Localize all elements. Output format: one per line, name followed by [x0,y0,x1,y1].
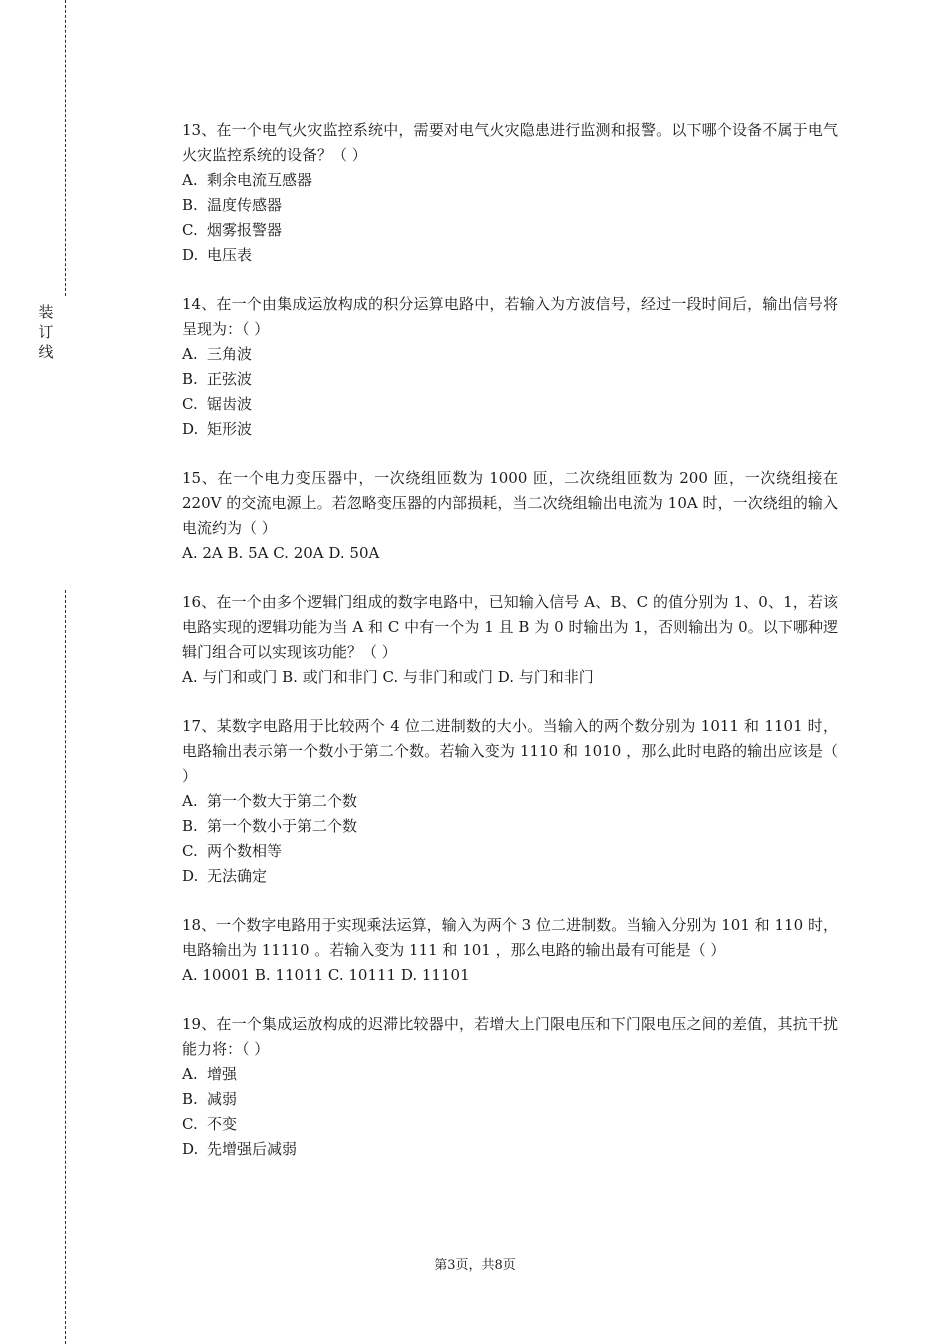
option-text: 减弱 [207,1090,238,1108]
option-c [182,1112,838,1137]
question-text: 13、在一个电气火灾监控系统中，需要对电气火灾隐患进行监测和报警。以下哪个设备不属于电气火灾监控系统的设备？（ ） [182,121,838,164]
binding-line-bottom [65,590,66,1344]
option-d [182,1137,838,1162]
option-a [182,342,838,367]
option-letter: C. [182,221,198,239]
inline-options: A. 10001 B. 11011 C. 10111 D. 11101 [182,966,470,984]
question-text: 19、在一个集成运放构成的迟滞比较器中，若增大上门限电压和下门限电压之间的差值，其抗干扰能力将：（ ） [182,1015,838,1058]
option-letter: B. [182,370,198,388]
option-text: 锯齿波 [207,395,253,413]
question-15 [182,466,838,566]
question-14 [182,292,838,442]
option-letter: B. [182,1090,198,1108]
question-text: 16、在一个由多个逻辑门组成的数字电路中，已知输入信号 A、B、C 的值分别为 1、0、1，若该电路实现的逻辑功能为当 A 和 C 中有一个为 1 且 B 为 0 时输出为 1，否则输出为 0。以下哪种逻辑门组合可以实现该功能？（ ） [182,593,838,661]
option-text: 不变 [207,1115,238,1133]
option-text: 电压表 [207,246,253,264]
question-text: 15、在一个电力变压器中，一次绕组匝数为 1000 匝，二次绕组匝数为 200 匝，一次绕组接在 220V 的交流电源上。若忽略变压器的内部损耗，当二次绕组输出电流为 10A 时，一次绕组的输入电流约为（ ） [182,469,838,537]
option-letter: D. [182,246,199,264]
option-d [182,864,838,889]
question-text: 18、一个数字电路用于实现乘法运算，输入为两个 3 位二进制数。当输入分别为 101 和 110 时，电路输出为 11110 。若输入变为 111 和 101 ，那么电路的输出最有可能是（ ） [182,916,838,959]
option-letter: A. [182,1065,198,1083]
option-c [182,218,838,243]
option-b [182,814,838,839]
option-a [182,789,838,814]
binding-char: 线 [38,343,54,361]
option-b [182,193,838,218]
question-list [182,118,838,1186]
option-letter: D. [182,420,199,438]
option-text: 正弦波 [207,370,253,388]
question-19 [182,1012,838,1162]
option-letter: B. [182,817,198,835]
binding-label [36,302,56,362]
inline-options: A. 2A B. 5A C. 20A D. 50A [182,544,380,562]
question-13 [182,118,838,268]
option-letter: A. [182,171,198,189]
option-text: 三角波 [207,345,253,363]
option-b [182,1087,838,1112]
option-c [182,839,838,864]
option-text: 烟雾报警器 [207,221,283,239]
option-letter: A. [182,792,198,810]
option-d [182,243,838,268]
option-text: 第一个数大于第二个数 [207,792,358,810]
option-text: 无法确定 [207,867,268,885]
question-16 [182,590,838,690]
option-c [182,392,838,417]
option-letter: A. [182,345,198,363]
question-18 [182,913,838,988]
question-text: 17、某数字电路用于比较两个 4 位二进制数的大小。当输入的两个数分别为 1011 和 1101 时，电路输出表示第一个数小于第二个数。若输入变为 1110 和 1010 ，那么此时电路的输出应该是（ ） [182,717,838,785]
page-footer: 第3页，共8页 [434,1258,516,1273]
option-letter: C. [182,395,198,413]
option-letter: C. [182,1115,198,1133]
binding-line-top [65,0,66,296]
binding-char: 装 [38,303,54,321]
option-text: 两个数相等 [207,842,283,860]
option-a [182,168,838,193]
option-a [182,1062,838,1087]
option-text: 剩余电流互感器 [207,171,313,189]
option-d [182,417,838,442]
option-text: 先增强后减弱 [207,1140,298,1158]
binding-char: 订 [38,323,54,341]
option-letter: C. [182,842,198,860]
option-text: 第一个数小于第二个数 [207,817,358,835]
option-text: 增强 [207,1065,238,1083]
option-text: 温度传感器 [207,196,283,214]
option-text: 矩形波 [207,420,253,438]
option-letter: B. [182,196,198,214]
option-b [182,367,838,392]
question-text: 14、在一个由集成运放构成的积分运算电路中，若输入为方波信号，经过一段时间后，输出信号将呈现为：（ ） [182,295,838,338]
option-letter: D. [182,1140,199,1158]
option-letter: D. [182,867,199,885]
question-17 [182,714,838,889]
inline-options: A. 与门和或门 B. 或门和非门 C. 与非门和或门 D. 与门和非门 [182,668,594,686]
